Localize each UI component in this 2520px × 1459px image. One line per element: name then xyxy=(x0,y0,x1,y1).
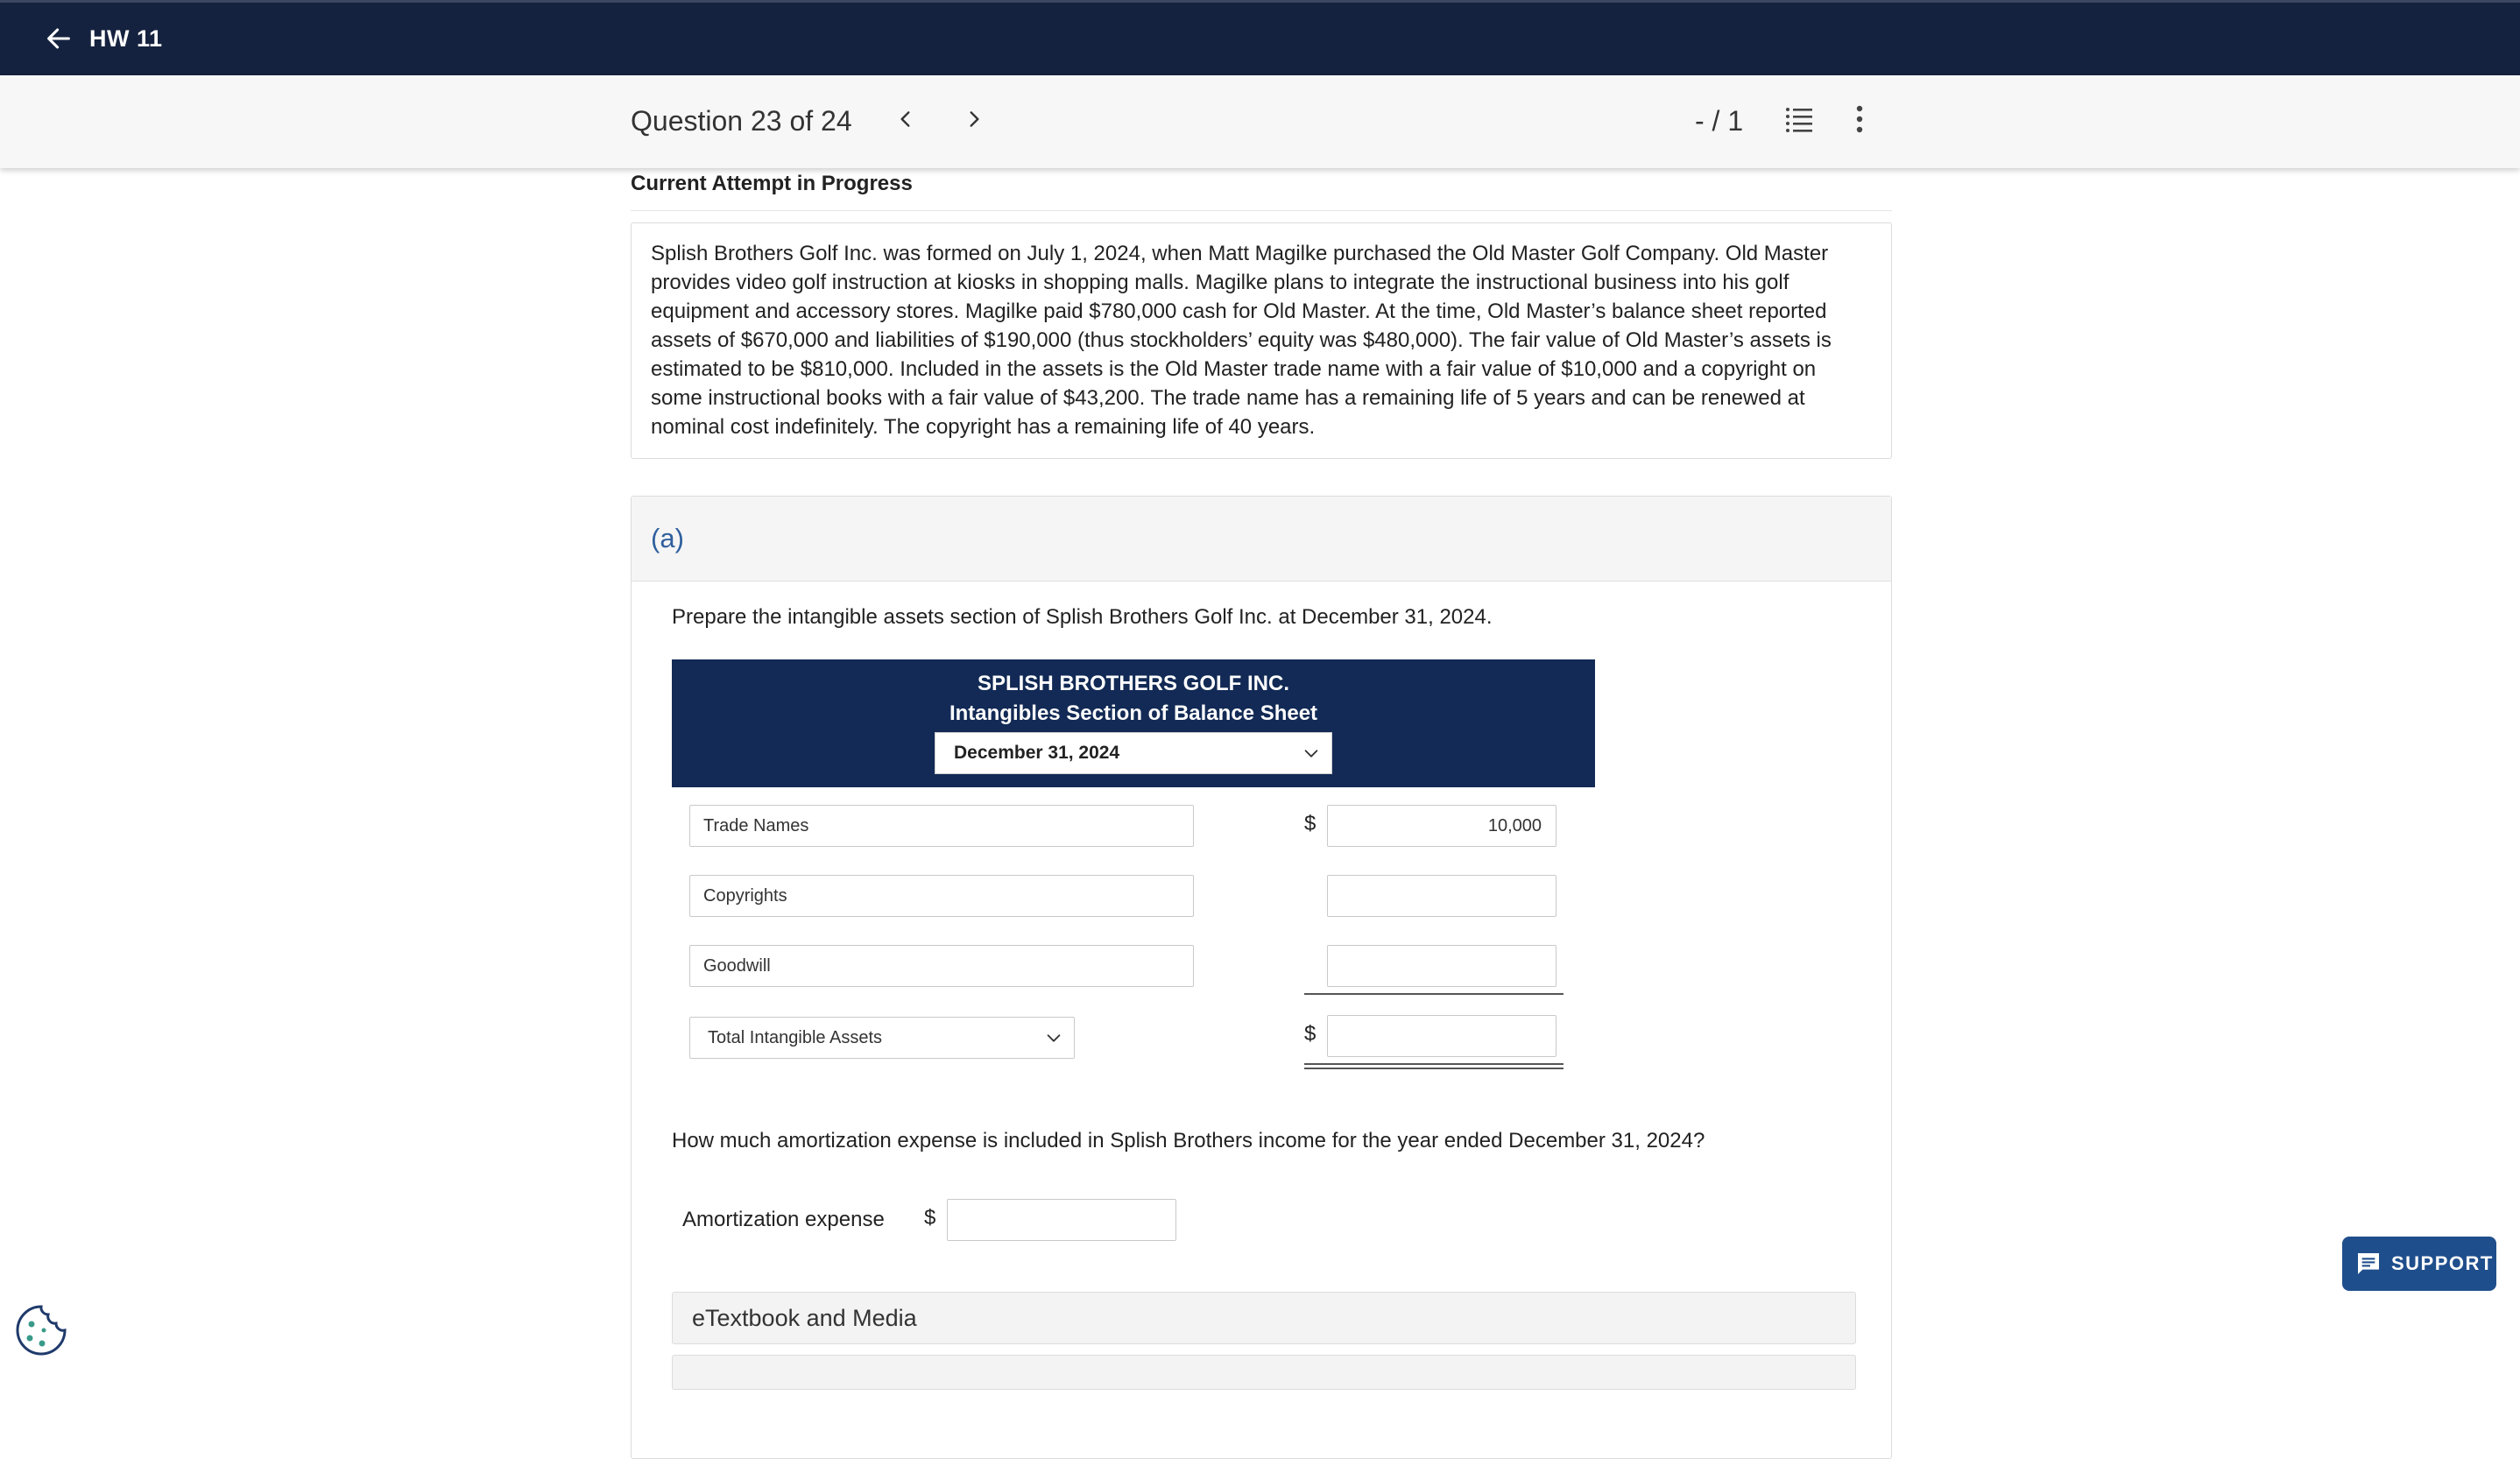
total-amount-input[interactable] xyxy=(1327,1015,1556,1057)
currency-symbol: $ xyxy=(1304,1022,1316,1046)
question-title: Question 23 of 24 xyxy=(631,105,852,137)
balance-sheet-header xyxy=(672,659,1595,787)
part-instruction: Prepare the intangible assets section of Splish Brothers Golf Inc. at December 31, 2024. xyxy=(672,605,1493,629)
attempt-status: Current Attempt in Progress xyxy=(631,172,913,195)
total-label-value: Total Intangible Assets xyxy=(708,1028,883,1047)
question-score: - / 1 xyxy=(1695,105,1744,137)
date-dropdown-value: December 31, 2024 xyxy=(954,743,1120,763)
top-nav-bar xyxy=(0,0,2520,75)
statement-title: Intangibles Section of Balance Sheet xyxy=(949,701,1318,725)
currency-symbol: $ xyxy=(1304,812,1316,835)
chevron-right-icon xyxy=(963,108,985,130)
account-name-input[interactable]: Trade Names xyxy=(689,805,1194,847)
chat-icon xyxy=(2354,1250,2382,1278)
cookie-settings-icon[interactable] xyxy=(14,1303,68,1357)
etextbook-media-panel[interactable]: eTextbook and Media xyxy=(672,1292,1856,1344)
back-button[interactable] xyxy=(44,17,163,60)
date-dropdown[interactable] xyxy=(935,732,1332,774)
next-question-button[interactable] xyxy=(956,102,992,137)
total-double-rule xyxy=(1304,1063,1564,1069)
problem-statement: Splish Brothers Golf Inc. was formed on July 1, 2024, when Matt Magilke purchased the Old Master Golf Company. Old Master provides video golf instruction at kiosks in shopping malls. Magilke plans to integrate the instructional business into his golf equipment and accessory stores. Magilke paid $780,000 cash for Old Master. At the time, Old Master’s balance sheet reported assets of $670,000 and liabilities of $190,000 (thus stockholders’ equity was $480,000). The fair value of Old Master’s assets is estimated to be $810,000. Included in the assets is the Old Master trade name with a fair value of $10,000 and a copyright on some instructional books with a fair value of $43,200. The trade name has a remaining life of 5 years and can be renewed at nominal cost indefinitely. The copyright has a remaining life of 40 years. xyxy=(631,222,1892,459)
arrow-left-icon xyxy=(44,24,74,53)
account-name-input[interactable]: Goodwill xyxy=(689,945,1194,987)
account-name-input[interactable]: Copyrights xyxy=(689,875,1194,917)
subtotal-rule xyxy=(1304,993,1564,995)
total-label-dropdown[interactable] xyxy=(689,1017,1075,1059)
chevron-down-icon xyxy=(1302,744,1321,763)
currency-symbol: $ xyxy=(924,1206,936,1230)
more-options-icon[interactable] xyxy=(1845,102,1874,137)
question-list-icon[interactable] xyxy=(1782,102,1817,137)
chevron-down-icon xyxy=(1044,1028,1063,1047)
company-name: SPLISH BROTHERS GOLF INC. xyxy=(977,672,1289,695)
amortization-expense-input[interactable] xyxy=(947,1199,1176,1241)
support-label: SUPPORT xyxy=(2391,1252,2494,1274)
assignment-title: HW 11 xyxy=(89,25,163,52)
amount-input[interactable]: 10,000 xyxy=(1327,805,1556,847)
amortization-question: How much amortization expense is included in Splish Brothers income for the year ended December 31, 2024? xyxy=(672,1129,1705,1152)
chevron-left-icon xyxy=(894,108,917,130)
question-part-a xyxy=(631,496,1892,1459)
part-label: (a) xyxy=(651,523,684,553)
part-header xyxy=(632,497,1891,581)
next-panel xyxy=(672,1355,1856,1390)
amortization-label: Amortization expense xyxy=(682,1208,885,1231)
previous-question-button[interactable] xyxy=(888,102,923,137)
question-header xyxy=(0,75,2520,168)
amount-input[interactable] xyxy=(1327,945,1556,987)
support-button[interactable] xyxy=(2342,1237,2496,1291)
divider xyxy=(631,210,1892,211)
amount-input[interactable] xyxy=(1327,875,1556,917)
